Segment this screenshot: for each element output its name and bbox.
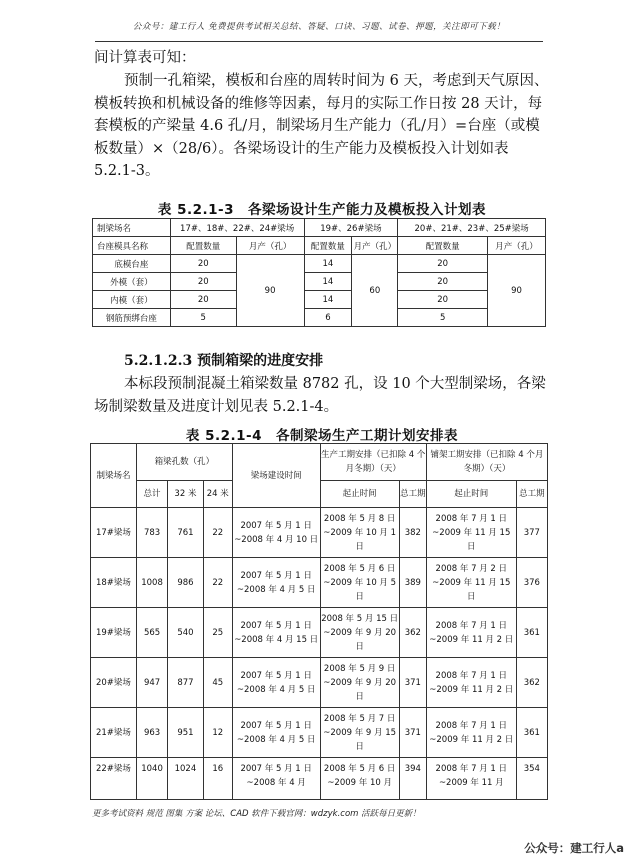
table-cell: 362 [516, 658, 547, 708]
paragraph-capacity: 预制一孔箱梁，模板和台座的周转时间为 6 天，考虑到天气原因、模板转换和机械设备的维修等因素，每月的实际工作日按 28 天计，每套模板的产梁量 4.6 孔/月，制梁场月生产能力（孔/月）=台座（或模板数量）×（28/6）。各梁场设计的生产能力及模板投入计划如表 5.2.1-3。 [94, 73, 549, 179]
table-cell: 565 [136, 608, 167, 658]
table-row [91, 758, 548, 800]
table-cell: 19#梁场 [91, 608, 137, 658]
table-row [93, 219, 546, 237]
table-cell: 月产（孔） [352, 237, 398, 255]
table-cell: 2008 年 7 月 1 日~2009 年 11 月 15 日 [426, 508, 516, 558]
table-cell: 6 [304, 309, 352, 327]
table-row [93, 237, 546, 255]
capacity-table [92, 218, 546, 327]
table-cell: 内模（套） [93, 291, 171, 309]
table-cell: 14 [304, 291, 352, 309]
section-heading: 5.2.1.2.3 预制箱梁的进度安排 [124, 353, 324, 369]
table-cell: 22#梁场 [91, 758, 137, 800]
table-cell: 761 [168, 508, 203, 558]
table-cell: 963 [136, 708, 167, 758]
table-row [93, 273, 546, 291]
table-row [91, 444, 548, 481]
table-cell: 60 [352, 255, 398, 327]
table-cell: 14 [304, 273, 352, 291]
table-cell: 钢筋预绑台座 [93, 309, 171, 327]
table-cell: 362 [399, 608, 426, 658]
table-cell: 2008 年 7 月 1 日~2009 年 11 月 2 日 [426, 658, 516, 708]
table-cell: 1040 [136, 758, 167, 800]
table-cell: 20 [170, 255, 236, 273]
table-cell: 2008 年 7 月 1 日~2009 年 11 月 2 日 [426, 608, 516, 658]
table-cell: 14 [304, 255, 352, 273]
table-cell: 22 [203, 558, 232, 608]
table-cell: 2008 年 7 月 2 日~2009 年 11 月 15 日 [426, 558, 516, 608]
table-cell: 371 [399, 658, 426, 708]
table-cell: 制梁场名 [91, 444, 137, 508]
table-cell: 371 [399, 708, 426, 758]
table-cell: 配置数量 [398, 237, 488, 255]
paragraph-schedule: 本标段预制混凝土箱梁数量 8782 孔，设 10 个大型制梁场，各梁场制梁数量及进度计划见表 5.2.1-4。 [94, 376, 546, 415]
table-cell: 25 [203, 608, 232, 658]
table-cell: 制梁场名 [93, 219, 171, 237]
table-cell: 18#梁场 [91, 558, 137, 608]
table-cell: 总计 [136, 481, 167, 508]
table-cell: 361 [516, 708, 547, 758]
table-cell: 20 [398, 291, 488, 309]
table-cell: 90 [488, 255, 546, 327]
table-cell: 2008 年 7 月 1 日~2009 年 11 月 [426, 758, 516, 800]
table2-caption: 表 5.2.1-4 各制梁场生产工期计划安排表 [185, 428, 459, 444]
table-cell: 2007 年 5 月 1 日~2008 年 4 月 5 日 [232, 558, 320, 608]
table-cell: 24 米 [203, 481, 232, 508]
table-cell: 17#、18#、22#、24#梁场 [170, 219, 304, 237]
table-cell: 22 [203, 508, 232, 558]
table-cell: 2008 年 5 月 6 日~2009 年 10 月 5 日 [320, 558, 399, 608]
table-cell: 21#梁场 [91, 708, 137, 758]
table-row [93, 291, 546, 309]
table-cell: 2008 年 7 月 1 日~2009 年 11 月 2 日 [426, 708, 516, 758]
table-cell: 376 [516, 558, 547, 608]
table-cell: 19#、26#梁场 [304, 219, 398, 237]
table-row [91, 608, 548, 658]
table-cell: 2008 年 5 月 7 日~2009 年 9 月 15 日 [320, 708, 399, 758]
table-cell: 20#、21#、23#、25#梁场 [398, 219, 546, 237]
table1-caption: 表 5.2.1-3 各梁场设计生产能力及模板投入计划表 [157, 202, 487, 218]
table-cell: 2007 年 5 月 1 日~2008 年 4 月 15 日 [232, 608, 320, 658]
table-cell: 2008 年 5 月 8 日~2009 年 10 月 1 日 [320, 508, 399, 558]
table-cell: 20 [170, 291, 236, 309]
table-cell: 986 [168, 558, 203, 608]
table-cell: 361 [516, 608, 547, 658]
table-cell: 配置数量 [170, 237, 236, 255]
table-cell: 2007 年 5 月 1 日~2008 年 4 月 5 日 [232, 708, 320, 758]
watermark-label: 公众号：建工行人a [524, 841, 624, 855]
table-cell: 947 [136, 658, 167, 708]
table-cell: 起止时间 [320, 481, 399, 508]
header-divider [95, 41, 543, 42]
table-cell: 20 [170, 273, 236, 291]
table-cell: 2008 年 5 月 6 日~2009 年 10 月 [320, 758, 399, 800]
table-cell: 月产（孔） [236, 237, 304, 255]
table-cell: 5 [398, 309, 488, 327]
table-cell: 2007 年 5 月 1 日~2008 年 4 月 10 日 [232, 508, 320, 558]
table-cell: 20 [398, 273, 488, 291]
table-cell: 生产工期安排（已扣除 4 个月冬期）（天） [320, 444, 426, 481]
table-cell: 箱梁孔数（孔） [136, 444, 232, 481]
table-cell: 总工期 [516, 481, 547, 508]
table-cell: 12 [203, 708, 232, 758]
table-cell: 总工期 [399, 481, 426, 508]
table-cell: 2007 年 5 月 1 日~2008 年 4 月 [232, 758, 320, 800]
table-cell: 梁场建设时间 [232, 444, 320, 508]
table-cell: 1024 [168, 758, 203, 800]
table-cell: 783 [136, 508, 167, 558]
table-cell: 17#梁场 [91, 508, 137, 558]
table-row [93, 309, 546, 327]
table-cell: 354 [516, 758, 547, 800]
page-footer: 更多考试资料 规范 图集 方案 论坛、CAD 软件下载官网：wdzyk.com 活跃每日更新！ [92, 809, 421, 819]
schedule-table [90, 443, 548, 800]
table-row [91, 558, 548, 608]
table-cell: 铺架工期安排（已扣除 4 个月冬期）（天） [426, 444, 547, 481]
table-cell: 2007 年 5 月 1 日~2008 年 4 月 5 日 [232, 658, 320, 708]
table-row [91, 508, 548, 558]
table-cell: 起止时间 [426, 481, 516, 508]
table-cell: 32 米 [168, 481, 203, 508]
page-header: 公众号：建工行人 免费提供考试相关总结、答疑、口诀、习题、试卷、押题，关注即可下载！ [132, 22, 506, 32]
table-cell: 540 [168, 608, 203, 658]
intro-line: 间计算表可知： [94, 50, 196, 66]
table-cell: 382 [399, 508, 426, 558]
table-row [91, 708, 548, 758]
table-cell: 底模台座 [93, 255, 171, 273]
table-cell: 45 [203, 658, 232, 708]
table-row [91, 658, 548, 708]
table-cell: 2008 年 5 月 9 日~2009 年 9 月 20 日 [320, 658, 399, 708]
table-cell: 951 [168, 708, 203, 758]
table-cell: 394 [399, 758, 426, 800]
table-cell: 90 [236, 255, 304, 327]
table-cell: 月产（孔） [488, 237, 546, 255]
table-cell: 389 [399, 558, 426, 608]
table-cell: 877 [168, 658, 203, 708]
table-cell: 20#梁场 [91, 658, 137, 708]
table-cell: 377 [516, 508, 547, 558]
table-cell: 16 [203, 758, 232, 800]
table-cell: 2008 年 5 月 15 日~2009 年 9 月 20 日 [320, 608, 399, 658]
table-cell: 20 [398, 255, 488, 273]
table-cell: 5 [170, 309, 236, 327]
table-cell: 1008 [136, 558, 167, 608]
table-row [93, 255, 546, 273]
table-cell: 配置数量 [304, 237, 352, 255]
table-cell: 台座模具名称 [93, 237, 171, 255]
table-cell: 外模（套） [93, 273, 171, 291]
